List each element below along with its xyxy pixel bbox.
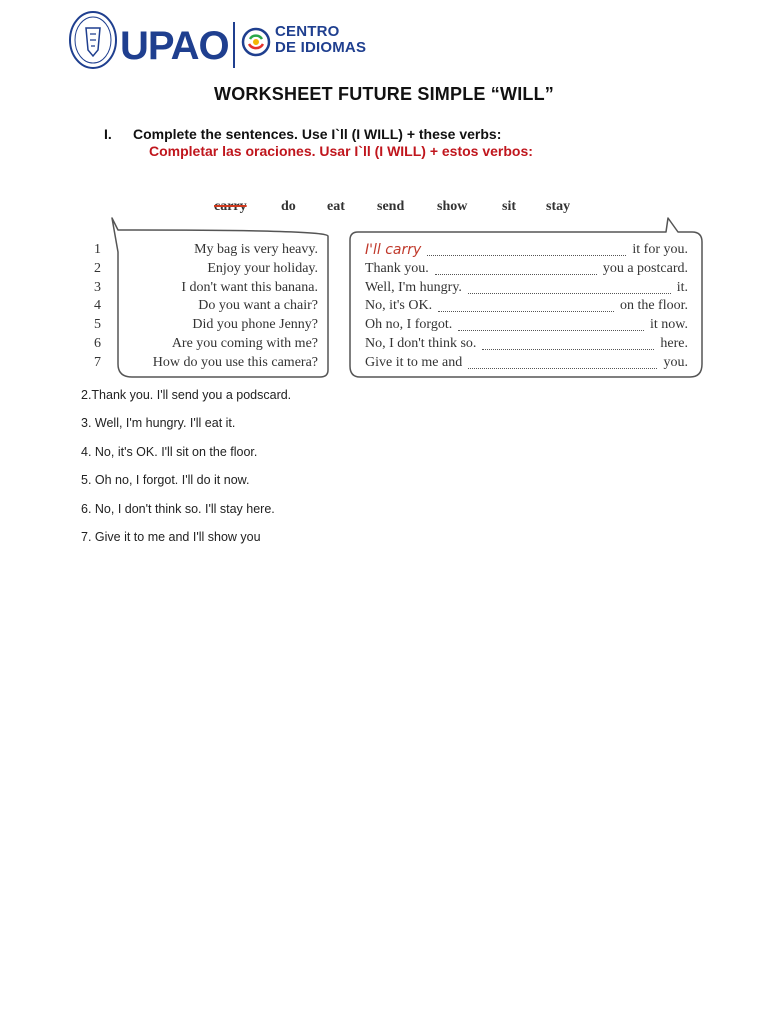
blank-line bbox=[482, 349, 654, 350]
brand-name: UPAO bbox=[120, 24, 229, 68]
response-line bbox=[365, 261, 688, 279]
row-number: 6 bbox=[94, 336, 101, 351]
response-end: here. bbox=[660, 336, 688, 351]
blank-line bbox=[458, 330, 644, 331]
response-end: you. bbox=[663, 354, 688, 370]
upao-logo bbox=[68, 10, 368, 76]
verb-sit: sit bbox=[502, 199, 516, 214]
answer-line: 5. Oh no, I forgot. I'll do it now. bbox=[81, 473, 250, 487]
row-number: 2 bbox=[94, 260, 101, 276]
centro-idiomas-icon bbox=[241, 27, 271, 57]
instruction-number: I. bbox=[104, 126, 112, 142]
response-line bbox=[365, 280, 688, 298]
response-start: Thank you. bbox=[365, 260, 429, 276]
centro-line: CENTRO bbox=[275, 23, 340, 40]
response-line bbox=[365, 317, 688, 335]
response-start: No, it's OK. bbox=[365, 298, 433, 314]
response-line bbox=[365, 355, 688, 373]
logo-divider bbox=[233, 22, 235, 68]
response-line bbox=[365, 298, 688, 316]
verb-eat: eat bbox=[327, 199, 345, 214]
response-end: it for you. bbox=[632, 242, 688, 257]
verb-do: do bbox=[281, 199, 296, 214]
worksheet-title: WORKSHEET FUTURE SIMPLE “WILL” bbox=[214, 84, 554, 104]
response-line bbox=[365, 336, 688, 354]
answer-line: 2.Thank you. I'll send you a podscard. bbox=[81, 388, 292, 402]
prompt-sentence: Enjoy your holiday. bbox=[207, 260, 318, 276]
centro-idiomas-text bbox=[275, 24, 366, 56]
handwritten-answer: I'll carry bbox=[365, 242, 422, 258]
response-end: on the floor. bbox=[619, 298, 688, 314]
blank-line bbox=[468, 293, 671, 294]
verb-show: show bbox=[437, 199, 468, 214]
response-start: No, I don't think so. bbox=[365, 336, 477, 351]
answer-line: 7. Give it to me and I'll show you bbox=[81, 530, 261, 544]
response-end: it. bbox=[676, 279, 688, 295]
blank-line bbox=[438, 311, 614, 312]
response-start: Well, I'm hungry. bbox=[365, 279, 462, 295]
blank-line bbox=[427, 255, 626, 256]
prompt-sentence: My bag is very heavy. bbox=[194, 242, 318, 257]
row-number: 4 bbox=[94, 298, 101, 314]
response-start: Oh no, I forgot. bbox=[365, 317, 453, 333]
instruction-spanish: Completar las oraciones. Usar I`ll (I WILL) + estos verbos: bbox=[149, 143, 533, 159]
instruction-english: Complete the sentences. Use I`ll (I WILL) + these verbs: bbox=[133, 126, 502, 142]
response-end: you a postcard. bbox=[602, 260, 688, 276]
verb-send: send bbox=[377, 199, 405, 214]
answer-line: 6. No, I don't think so. I'll stay here. bbox=[81, 502, 275, 516]
row-number: 5 bbox=[94, 317, 101, 333]
answer-line: 4. No, it's OK. I'll sit on the floor. bbox=[81, 445, 258, 459]
prompt-sentence: I don't want this banana. bbox=[181, 279, 318, 295]
prompt-sentence: Are you coming with me? bbox=[171, 336, 318, 351]
row-number: 3 bbox=[94, 279, 101, 295]
speech-bubbles-exercise bbox=[80, 212, 710, 387]
prompt-sentence: Do you want a chair? bbox=[198, 298, 318, 314]
prompt-sentence: How do you use this camera? bbox=[152, 354, 318, 370]
blank-line bbox=[435, 274, 597, 275]
answer-line: 3. Well, I'm hungry. I'll eat it. bbox=[81, 416, 236, 430]
response-end: it now. bbox=[650, 317, 688, 333]
row-number: 1 bbox=[94, 242, 101, 257]
response-start: Give it to me and bbox=[365, 354, 463, 370]
idiomas-line: DE IDIOMAS bbox=[275, 39, 367, 56]
verb-carry: carry bbox=[214, 199, 247, 214]
verb-stay: stay bbox=[546, 199, 571, 214]
row-number: 7 bbox=[94, 354, 101, 370]
university-seal-icon bbox=[68, 10, 118, 70]
response-line bbox=[365, 242, 688, 260]
prompt-sentence: Did you phone Jenny? bbox=[192, 317, 318, 333]
blank-line bbox=[468, 368, 657, 369]
